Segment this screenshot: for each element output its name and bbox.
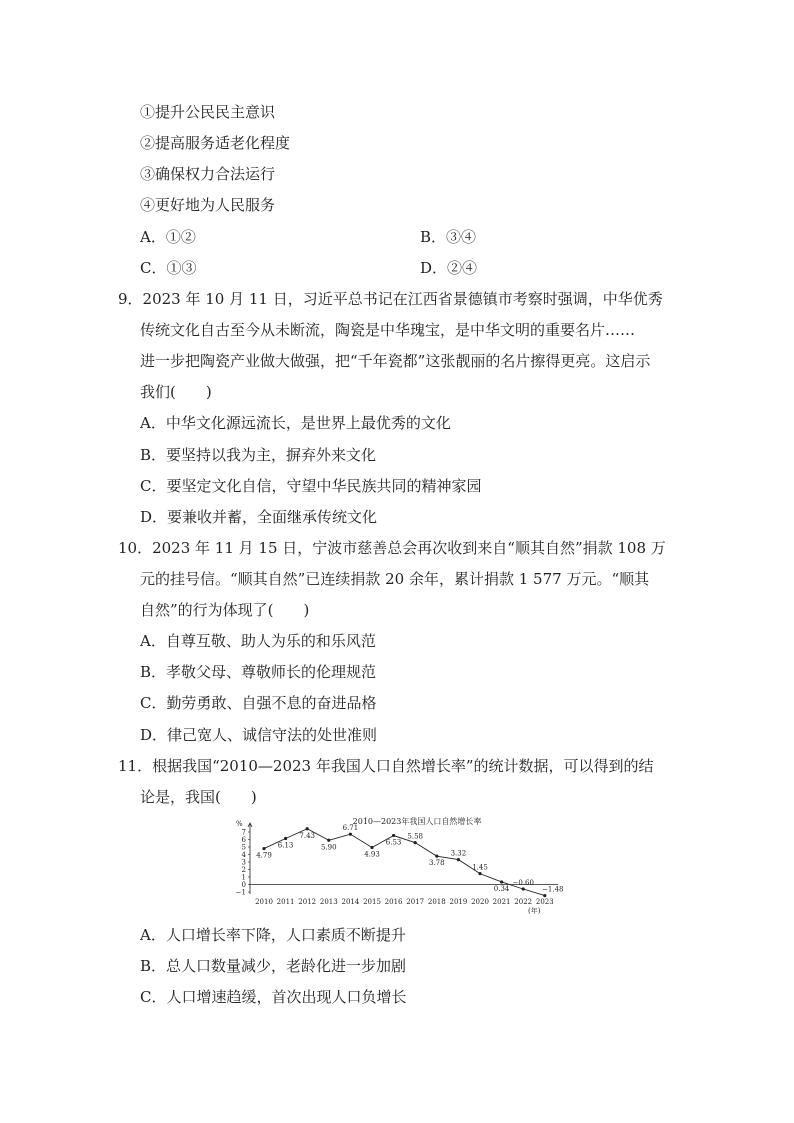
chart-x-ticks bbox=[255, 898, 554, 906]
chart-x-tick-label: 2014 bbox=[341, 898, 360, 906]
chart-point bbox=[392, 834, 395, 837]
q10-option-c: C．勤劳勇敢、自强不息的奋进品格 bbox=[140, 694, 377, 712]
chart-y-tick-label: 1 bbox=[241, 873, 246, 882]
chart-data-label: 4.93 bbox=[364, 850, 380, 859]
chart-y-tick-label: 4 bbox=[241, 851, 246, 859]
chart-x-tick-label: 2020 bbox=[471, 898, 489, 906]
q10-option-a: A．自尊互敬、助人为乐的和乐风范 bbox=[140, 632, 376, 650]
chart-point bbox=[414, 841, 417, 844]
chart-point bbox=[543, 894, 546, 897]
chart-x-unit: (年) bbox=[528, 907, 541, 915]
chart-data-labels bbox=[256, 824, 563, 893]
chart-data-label: −0.60 bbox=[512, 879, 534, 887]
chart-y-tick-label: −1 bbox=[235, 888, 246, 897]
chart-y-tick-label: 3 bbox=[241, 858, 246, 867]
q9-option-c: C．要坚定文化自信，守望中华民族共同的精神家园 bbox=[140, 477, 482, 495]
chart-y-ticks bbox=[236, 829, 250, 897]
q10-stem-line-3: 自然”的行为体现了( ) bbox=[140, 601, 310, 619]
q8-item-2: ②提高服务适老化程度 bbox=[140, 134, 291, 152]
q11-option-c: C．人口增速趋缓，首次出现人口负增长 bbox=[140, 988, 407, 1006]
chart-x-tick-label: 2019 bbox=[449, 898, 468, 906]
chart-x-tick-label: 2018 bbox=[427, 898, 446, 906]
q9-stem-line-1: 9．2023 年 10 月 11 日，习近平总书记在江西省景德镇市考察时强调，中华优秀 bbox=[118, 290, 663, 308]
chart-data-label: 5.58 bbox=[407, 832, 423, 841]
chart-point bbox=[478, 872, 481, 875]
q9-stem-line-3: 进一步把陶瓷产业做大做强，把“千年瓷都”这张靓丽的名片擦得更亮。这启示 bbox=[140, 352, 651, 370]
q9-option-d: D．要兼收并蓄，全面继承传统文化 bbox=[140, 508, 378, 526]
q9-stem-line-4: 我们( ) bbox=[140, 383, 212, 401]
chart-point bbox=[349, 833, 352, 836]
population-growth-chart bbox=[228, 812, 568, 920]
q8-item-4: ④更好地为人民服务 bbox=[140, 196, 276, 214]
chart-point bbox=[306, 827, 309, 830]
q11-option-a: A．人口增长率下降，人口素质不断提升 bbox=[140, 926, 406, 944]
q11-stem-line-1: 11．根据我国“2010—2023 年我国人口自然增长率”的统计数据，可以得到的结 bbox=[118, 757, 654, 775]
chart-data-label: 6.71 bbox=[342, 824, 359, 833]
q11-option-b: B．总人口数量减少，老龄化进一步加剧 bbox=[140, 957, 407, 975]
chart-point bbox=[435, 855, 438, 858]
q9-option-a: A．中华文化源远流长，是世界上最优秀的文化 bbox=[140, 414, 451, 432]
chart-data-label: 6.53 bbox=[385, 838, 402, 847]
q8-option-b: B．③④ bbox=[420, 228, 477, 246]
chart-y-tick-label: 5 bbox=[241, 843, 246, 852]
chart-point bbox=[457, 858, 460, 861]
q8-option-c: C．①③ bbox=[140, 259, 197, 277]
chart-x-tick-label: 2023 bbox=[535, 898, 554, 906]
chart-point bbox=[327, 839, 330, 842]
q9-stem-line-2: 传统文化自古至今从未断流，陶瓷是中华瑰宝，是中华文明的重要名片…… bbox=[140, 321, 636, 339]
q8-item-1: ①提升公民民主意识 bbox=[140, 103, 276, 121]
chart-data-label: 5.90 bbox=[321, 843, 337, 852]
chart-data-label: 7.43 bbox=[299, 831, 315, 840]
chart-y-unit: % bbox=[236, 820, 243, 828]
q10-option-d: D．律己宽人、诚信守法的处世准则 bbox=[140, 726, 378, 744]
chart-y-tick-label: 7 bbox=[241, 828, 246, 837]
chart-data-label: 1.45 bbox=[472, 863, 488, 872]
q8-option-a: A．①② bbox=[140, 228, 196, 246]
chart-x-tick-label: 2017 bbox=[406, 898, 425, 906]
chart-x-tick-label: 2013 bbox=[319, 898, 338, 906]
chart-x-tick-label: 2021 bbox=[492, 898, 511, 906]
chart-point bbox=[284, 837, 287, 840]
q8-item-3: ③确保权力合法运行 bbox=[140, 165, 276, 183]
chart-title: 2010—2023年我国人口自然增长率 bbox=[352, 817, 482, 826]
q8-option-d: D．②④ bbox=[420, 259, 478, 277]
chart-y-tick-label: 0 bbox=[241, 881, 246, 889]
chart-x-tick-label: 2012 bbox=[298, 898, 317, 906]
chart-x-tick-label: 2010 bbox=[255, 898, 273, 906]
chart-point bbox=[522, 887, 525, 890]
chart-x-tick-label: 2016 bbox=[384, 898, 403, 906]
chart-x-tick-label: 2015 bbox=[363, 898, 381, 906]
chart-y-tick-label: 2 bbox=[241, 866, 246, 874]
chart-point bbox=[262, 847, 265, 850]
chart-y-tick-label: 6 bbox=[241, 836, 246, 844]
chart-data-label: 3.78 bbox=[429, 859, 445, 868]
chart-x-tick-label: 2011 bbox=[276, 898, 295, 906]
chart-data-label: 4.79 bbox=[256, 851, 272, 860]
chart-point bbox=[500, 880, 503, 883]
chart-x-tick-label: 2022 bbox=[514, 898, 533, 906]
q10-option-b: B．孝敬父母、尊敬师长的伦理规范 bbox=[140, 663, 377, 681]
q9-option-b: B．要坚持以我为主，摒弃外来文化 bbox=[140, 446, 377, 464]
q10-stem-line-2: 元的挂号信。“顺其自然”已连续捐款 20 余年，累计捐款 1 577 万元。“顺其 bbox=[140, 570, 650, 588]
q10-stem-line-1: 10．2023 年 11 月 15 日，宁波市慈善总会再次收到来自“顺其自然”捐款 108 万 bbox=[118, 539, 666, 557]
chart-data-label: 0.34 bbox=[493, 884, 510, 893]
chart-data-label: −1.48 bbox=[542, 885, 564, 894]
chart-point bbox=[370, 846, 373, 849]
q11-stem-line-2: 论是，我国( ) bbox=[140, 788, 257, 806]
chart-data-label: 6.13 bbox=[277, 841, 294, 850]
chart-data-label: 3.32 bbox=[450, 849, 467, 858]
